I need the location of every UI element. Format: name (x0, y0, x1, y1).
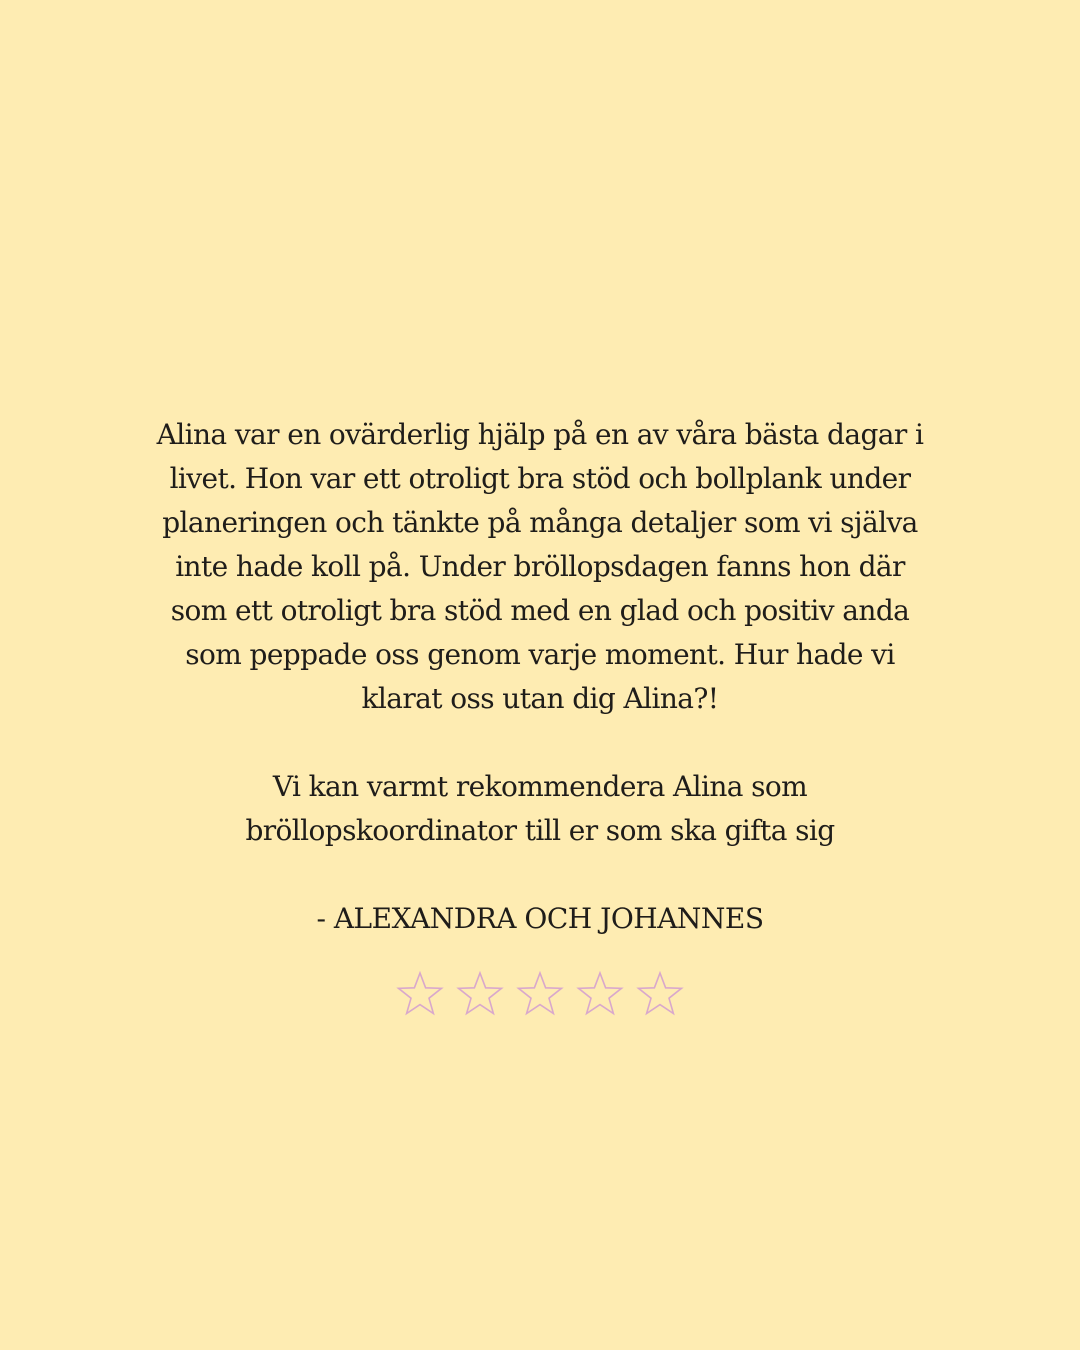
testimonial-text (120, 413, 960, 941)
star-outline-icon (516, 970, 564, 1018)
recommendation-line: Vi kan varmt rekommendera Alina som (272, 770, 808, 803)
review-line: Alina var en ovärderlig hjälp på en av våra bästa dagar i (156, 418, 924, 451)
review-line: klarat oss utan dig Alina?! (361, 682, 719, 715)
star-outline-icon (456, 970, 504, 1018)
review-line: planeringen och tänkte på många detaljer som vi själva (162, 506, 918, 539)
star-rating (0, 970, 1080, 1030)
review-line: som ett otroligt bra stöd med en glad och positiv anda (170, 594, 910, 627)
review-line: som peppade oss genom varje moment. Hur hade vi (185, 638, 895, 671)
star-outline-icon (636, 970, 684, 1018)
star-outline-icon (576, 970, 624, 1018)
star-outline-icon (396, 970, 444, 1018)
recommendation-line: bröllopskoordinator till er som ska gifta sig (245, 814, 835, 847)
review-author: - ALEXANDRA OCH JOHANNES (316, 902, 764, 935)
review-line: livet. Hon var ett otroligt bra stöd och bollplank under (169, 462, 911, 495)
paragraph-spacer (120, 721, 960, 765)
review-line: inte hade koll på. Under bröllopsdagen fanns hon där (175, 550, 905, 583)
